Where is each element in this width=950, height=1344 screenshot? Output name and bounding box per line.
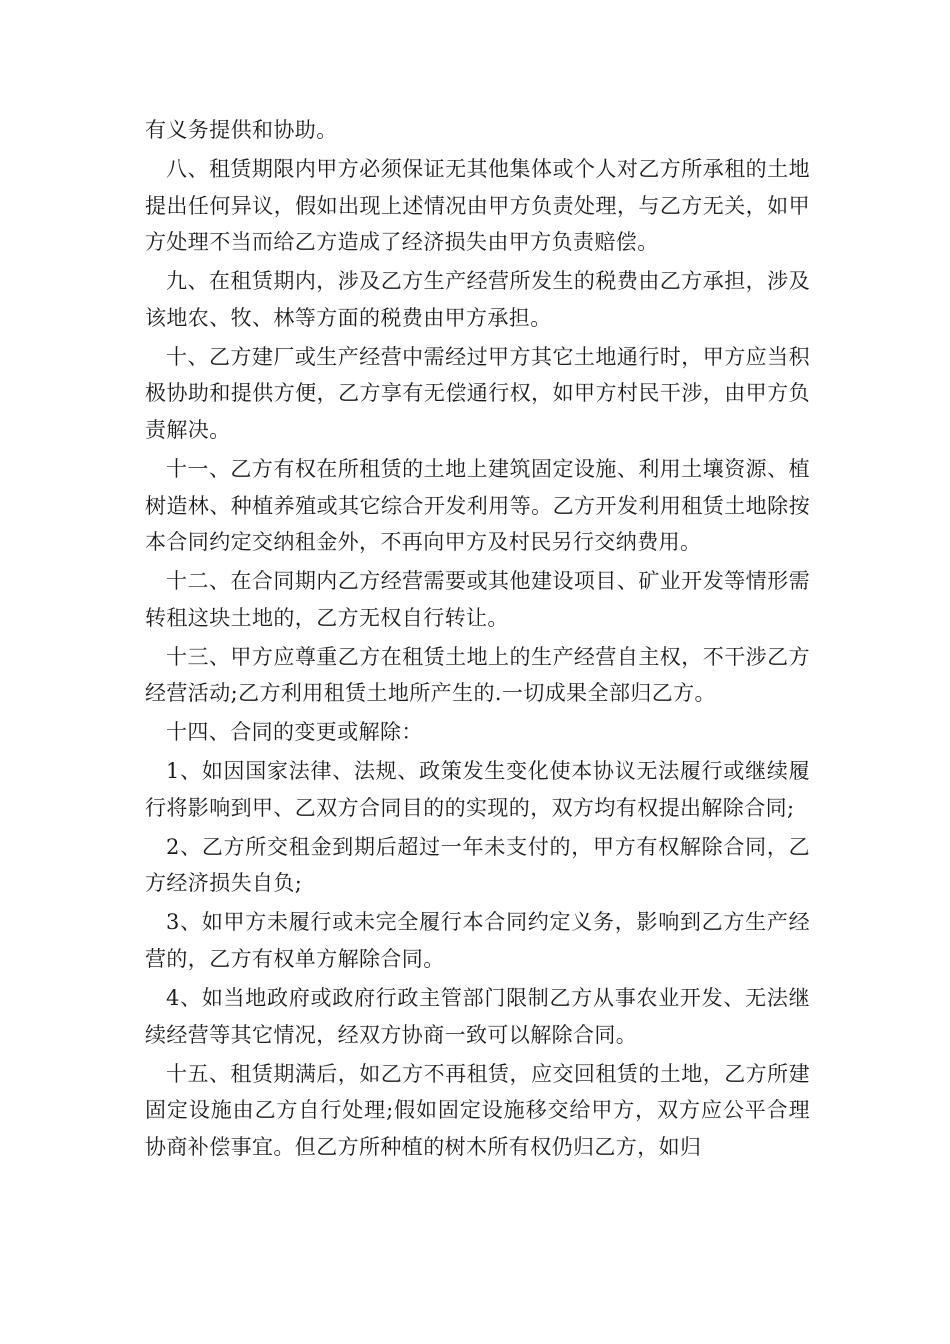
paragraph-continuation: 有义务提供和协助。	[145, 118, 338, 142]
paragraph-clause-15: 十五、租赁期满后，如乙方不再租赁，应交回租赁的土地，乙方所建固定设施由乙方自行处理;假如固定设施移交给甲方，双方应公平合理协商补偿事宜。但乙方所种植的树木所有权仍归乙方，如归	[145, 1061, 810, 1159]
paragraph-clause-10: 十、乙方建厂或生产经营中需经过甲方其它土地通行时，甲方应当积极协助和提供方便，乙方享有无偿通行权，如甲方村民干涉，由甲方负责解决。	[145, 344, 810, 442]
paragraph-clause-13: 十三、甲方应尊重乙方在租赁土地上的生产经营自主权，不干涉乙方经营活动;乙方利用租赁土地所产生的.一切成果全部归乙方。	[145, 644, 810, 706]
paragraph-clause-9: 九、在租赁期内，涉及乙方生产经营所发生的税费由乙方承担，涉及该地农、牧、林等方面的税费由甲方承担。	[145, 269, 810, 330]
paragraph-clause-11: 十一、乙方有权在所租赁的土地上建筑固定设施、利用土壤资源、植树造林、种植养殖或其它综合开发利用等。乙方开发利用租赁土地除按本合同约定交纳租金外，不再向甲方及村民另行交纳费用。	[145, 456, 810, 555]
paragraph-clause-14-item-4: 4、如当地政府或政府行政主管部门限制乙方从事农业开发、无法继续经营等其它情况，经双方协商一致可以解除合同。	[145, 985, 810, 1047]
paragraph-clause-14-heading: 十四、合同的变更或解除：	[166, 720, 423, 745]
paragraph-clause-14-item-3: 3、如甲方未履行或未完全履行本合同约定义务，影响到乙方生产经营的，乙方有权单方解除合同。	[145, 910, 810, 971]
document-body	[145, 112, 810, 1168]
paragraph-clause-14-item-2: 2、乙方所交租金到期后超过一年未支付的，甲方有权解除合同，乙方经济损失自负;	[145, 834, 810, 896]
paragraph-clause-14-item-1: 1、如因国家法律、法规、政策发生变化使本协议无法履行或继续履行将影响到甲、乙双方合同目的的实现的，双方均有权提出解除合同;	[145, 759, 810, 820]
paragraph-clause-12: 十二、在合同期内乙方经营需要或其他建设项目、矿业开发等情形需转租这块土地的，乙方无权自行转让。	[145, 569, 810, 630]
paragraph-clause-8: 八、租赁期限内甲方必须保证无其他集体或个人对乙方所承租的土地提出任何异议，假如出现上述情况由甲方负责处理，与乙方无关，如甲方处理不当而给乙方造成了经济损失由甲方负责赔偿。	[145, 156, 810, 255]
